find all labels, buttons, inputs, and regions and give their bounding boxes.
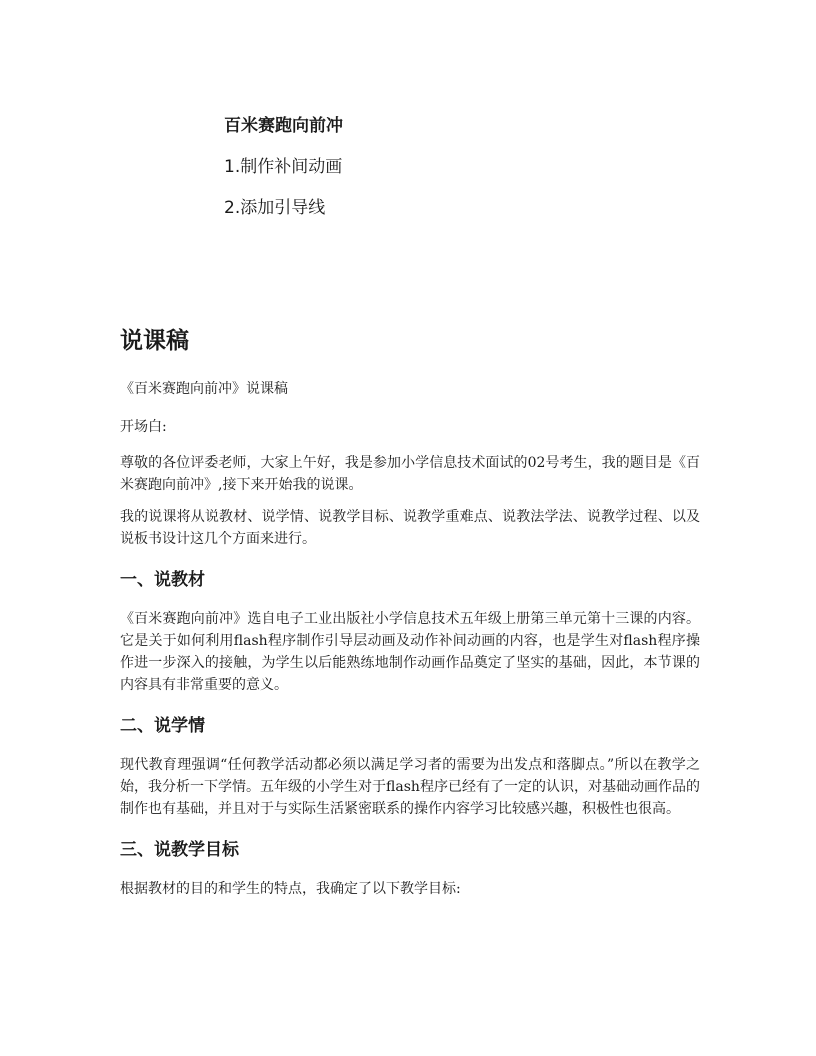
- section-paragraph-textbook: 《百米赛跑向前冲》选自电子工业出版社小学信息技术五年级上册第三单元第十三课的内容。它是关于如何利用flash程序制作引导层动画及动作补间动画的内容，也是学生对flash程序操作进一步深入的接触，为学生以后能熟练地制作动画作品奠定了坚实的基础，因此，本节课的内容具有非常重要的意义。: [120, 611, 700, 693]
- document-heading: 说课稿: [120, 328, 189, 354]
- opening-label: 开场白:: [120, 419, 167, 435]
- board-title: 百米赛跑向前冲: [224, 116, 343, 136]
- document-body: [120, 324, 700, 910]
- section-paragraph-objectives: 根据教材的目的和学生的特点，我确定了以下教学目标:: [120, 881, 461, 897]
- outline-paragraph: 我的说课将从说教材、说学情、说教学目标、说教学重难点、说教法学法、说教学过程、以及说板书设计这几个方面来进行。: [120, 509, 700, 547]
- lecture-title: 《百米赛跑向前冲》说课稿: [120, 381, 288, 397]
- opening-paragraph: 尊敬的各位评委老师，大家上午好，我是参加小学信息技术面试的02号考生，我的题目是《百米赛跑向前冲》,接下来开始我的说课。: [120, 455, 700, 493]
- section-heading-textbook: 一、说教材: [120, 570, 205, 590]
- section-heading-objectives: 三、说教学目标: [120, 840, 239, 860]
- section-heading-students: 二、说学情: [120, 716, 205, 736]
- board-design: [224, 114, 343, 220]
- section-paragraph-students: 现代教育理强调“任何教学活动都必须以满足学习者的需要为出发点和落脚点。”所以在教学之始，我分析一下学情。五年级的小学生对于flash程序已经有了一定的认识，对基础动画作品的制作也有基础，并且对于与实际生活紧密联系的操作内容学习比较感兴趣，积极性也很高。: [120, 757, 700, 817]
- board-item-2: 2.添加引导线: [224, 198, 326, 218]
- board-item-1: 1.制作补间动画: [224, 157, 343, 177]
